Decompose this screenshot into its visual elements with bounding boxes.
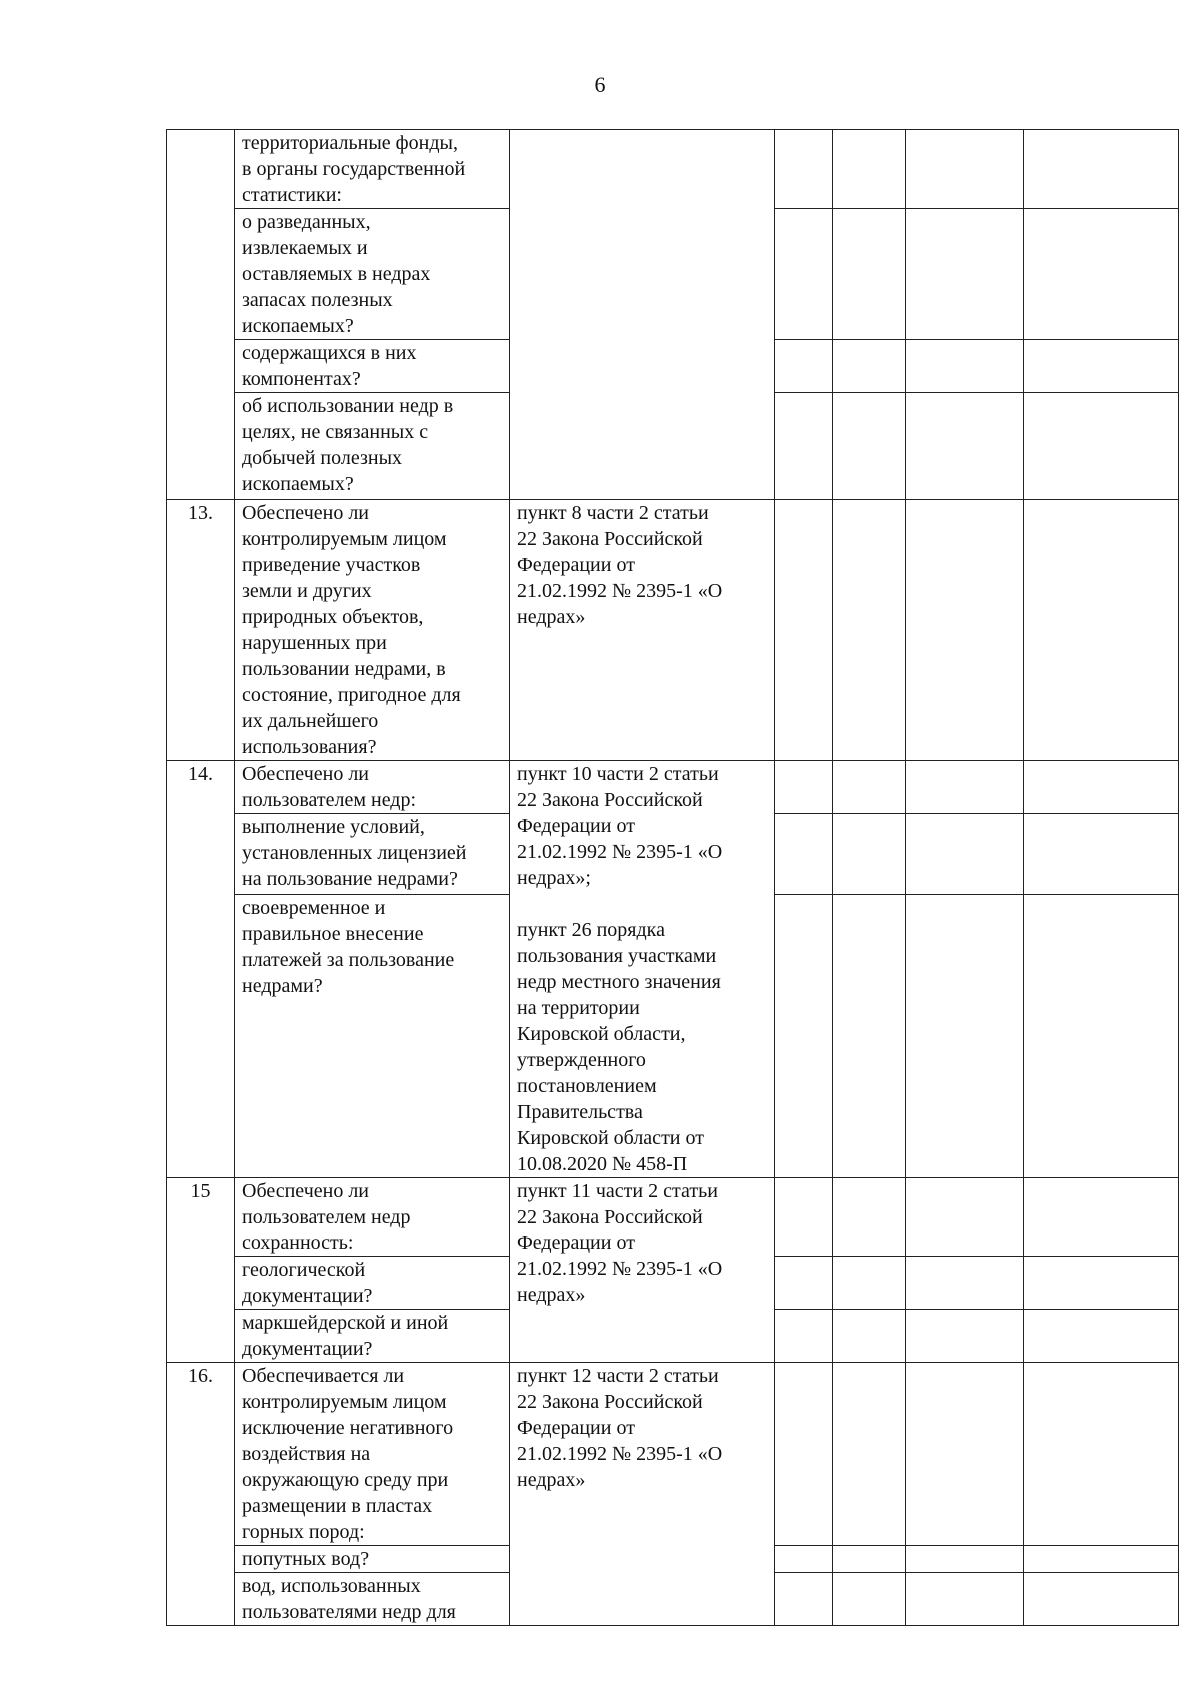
answer-no-cell[interactable] xyxy=(833,894,906,1177)
answer-yes-cell[interactable] xyxy=(775,1257,833,1310)
answer-na-cell[interactable] xyxy=(906,1178,1024,1257)
question-cell: о разведанных, извлекаемых и оставляемых в недрах запасах полезных ископаемых? xyxy=(235,209,510,340)
answer-no-cell[interactable] xyxy=(833,1178,906,1257)
question-cell: территориальные фонды, в органы государственной статистики: xyxy=(235,130,510,209)
answer-yes-cell[interactable] xyxy=(775,130,833,209)
answer-yes-cell[interactable] xyxy=(775,814,833,894)
note-cell[interactable] xyxy=(1024,1257,1179,1310)
answer-yes-cell[interactable] xyxy=(775,894,833,1177)
row-number: 16. xyxy=(167,1363,235,1626)
answer-no-cell[interactable] xyxy=(833,1257,906,1310)
answer-na-cell[interactable] xyxy=(906,1363,1024,1546)
reference-cell: пункт 12 части 2 статьи 22 Закона Российской Федерации от 21.02.1992 № 2395-1 «О недрах» xyxy=(510,1363,775,1626)
answer-no-cell[interactable] xyxy=(833,393,906,500)
answer-na-cell[interactable] xyxy=(906,130,1024,209)
note-cell[interactable] xyxy=(1024,1178,1179,1257)
note-cell[interactable] xyxy=(1024,340,1179,393)
table-row xyxy=(167,761,1179,814)
note-cell[interactable] xyxy=(1024,130,1179,209)
answer-na-cell[interactable] xyxy=(906,1546,1024,1573)
answer-no-cell[interactable] xyxy=(833,1310,906,1363)
answer-na-cell[interactable] xyxy=(906,1310,1024,1363)
answer-yes-cell[interactable] xyxy=(775,1178,833,1257)
reference-cell: пункт 8 части 2 статьи 22 Закона Российской Федерации от 21.02.1992 № 2395-1 «О недрах» xyxy=(510,500,775,761)
answer-no-cell[interactable] xyxy=(833,340,906,393)
note-cell[interactable] xyxy=(1024,209,1179,340)
answer-na-cell[interactable] xyxy=(906,500,1024,761)
question-cell: маркшейдерской и иной документации? xyxy=(235,1310,510,1363)
page-number: 6 xyxy=(594,72,606,97)
answer-na-cell[interactable] xyxy=(906,340,1024,393)
question-cell: Обеспечено ли пользователем недр сохранность: xyxy=(235,1178,510,1257)
answer-yes-cell[interactable] xyxy=(775,1310,833,1363)
reference-cell: пункт 10 части 2 статьи 22 Закона Российской Федерации от 21.02.1992 № 2395-1 «О недрах»; пункт 26 порядка пользования участками недр местного значения на территории Кировской области, утвержденного постановлением Правительства Кировской области от 10.08.2020 № 458-П xyxy=(510,761,775,1178)
answer-no-cell[interactable] xyxy=(833,1546,906,1573)
question-cell: Обеспечено ли пользователем недр: xyxy=(235,761,510,814)
answer-yes-cell[interactable] xyxy=(775,761,833,814)
table-row xyxy=(167,1363,1179,1546)
note-cell[interactable] xyxy=(1024,1363,1179,1546)
question-cell: Обеспечено ли контролируемым лицом приведение участков земли и других природных объектов, нарушенных при пользовании недрами, в состояние, пригодное для их дальнейшего использования? xyxy=(235,500,510,761)
row-number: 14. xyxy=(167,761,235,1178)
answer-yes-cell[interactable] xyxy=(775,1363,833,1546)
answer-yes-cell[interactable] xyxy=(775,1546,833,1573)
answer-yes-cell[interactable] xyxy=(775,500,833,761)
note-cell[interactable] xyxy=(1024,1310,1179,1363)
question-cell: геологической документации? xyxy=(235,1257,510,1310)
note-cell[interactable] xyxy=(1024,1546,1179,1573)
question-cell: об использовании недр в целях, не связанных с добычей полезных ископаемых? xyxy=(235,393,510,500)
answer-na-cell[interactable] xyxy=(906,814,1024,894)
question-cell: вод, использованных пользователями недр для xyxy=(235,1573,510,1626)
answer-yes-cell[interactable] xyxy=(775,393,833,500)
row-number: 15 xyxy=(167,1178,235,1363)
note-cell[interactable] xyxy=(1024,814,1179,894)
note-cell[interactable] xyxy=(1024,761,1179,814)
answer-yes-cell[interactable] xyxy=(775,340,833,393)
question-cell: своевременное и правильное внесение платежей за пользование недрами? xyxy=(235,894,510,1177)
table-row xyxy=(167,1178,1179,1257)
answer-na-cell[interactable] xyxy=(906,209,1024,340)
note-cell[interactable] xyxy=(1024,500,1179,761)
note-cell[interactable] xyxy=(1024,1573,1179,1626)
answer-na-cell[interactable] xyxy=(906,894,1024,1177)
answer-yes-cell[interactable] xyxy=(775,209,833,340)
answer-no-cell[interactable] xyxy=(833,1363,906,1546)
row-number: 13. xyxy=(167,500,235,761)
checklist-table xyxy=(166,129,1179,1626)
table-row xyxy=(167,130,1179,209)
answer-na-cell[interactable] xyxy=(906,1257,1024,1310)
answer-na-cell[interactable] xyxy=(906,393,1024,500)
answer-yes-cell[interactable] xyxy=(775,1573,833,1626)
answer-na-cell[interactable] xyxy=(906,1573,1024,1626)
answer-no-cell[interactable] xyxy=(833,209,906,340)
answer-no-cell[interactable] xyxy=(833,814,906,894)
answer-na-cell[interactable] xyxy=(906,761,1024,814)
reference-cell: пункт 11 части 2 статьи 22 Закона Российской Федерации от 21.02.1992 № 2395-1 «О недрах» xyxy=(510,1178,775,1363)
answer-no-cell[interactable] xyxy=(833,761,906,814)
answer-no-cell[interactable] xyxy=(833,1573,906,1626)
question-cell: Обеспечивается ли контролируемым лицом исключение негативного воздействия на окружающую среду при размещении в пластах горных пород: xyxy=(235,1363,510,1546)
note-cell[interactable] xyxy=(1024,393,1179,500)
reference-cell xyxy=(510,130,775,500)
answer-no-cell[interactable] xyxy=(833,130,906,209)
row-number xyxy=(167,130,235,500)
question-cell: содержащихся в них компонентах? xyxy=(235,340,510,393)
question-cell: попутных вод? xyxy=(235,1546,510,1573)
note-cell[interactable] xyxy=(1024,894,1179,1177)
table-row xyxy=(167,500,1179,761)
question-cell: выполнение условий, установленных лицензией на пользование недрами? xyxy=(235,814,510,894)
answer-no-cell[interactable] xyxy=(833,500,906,761)
